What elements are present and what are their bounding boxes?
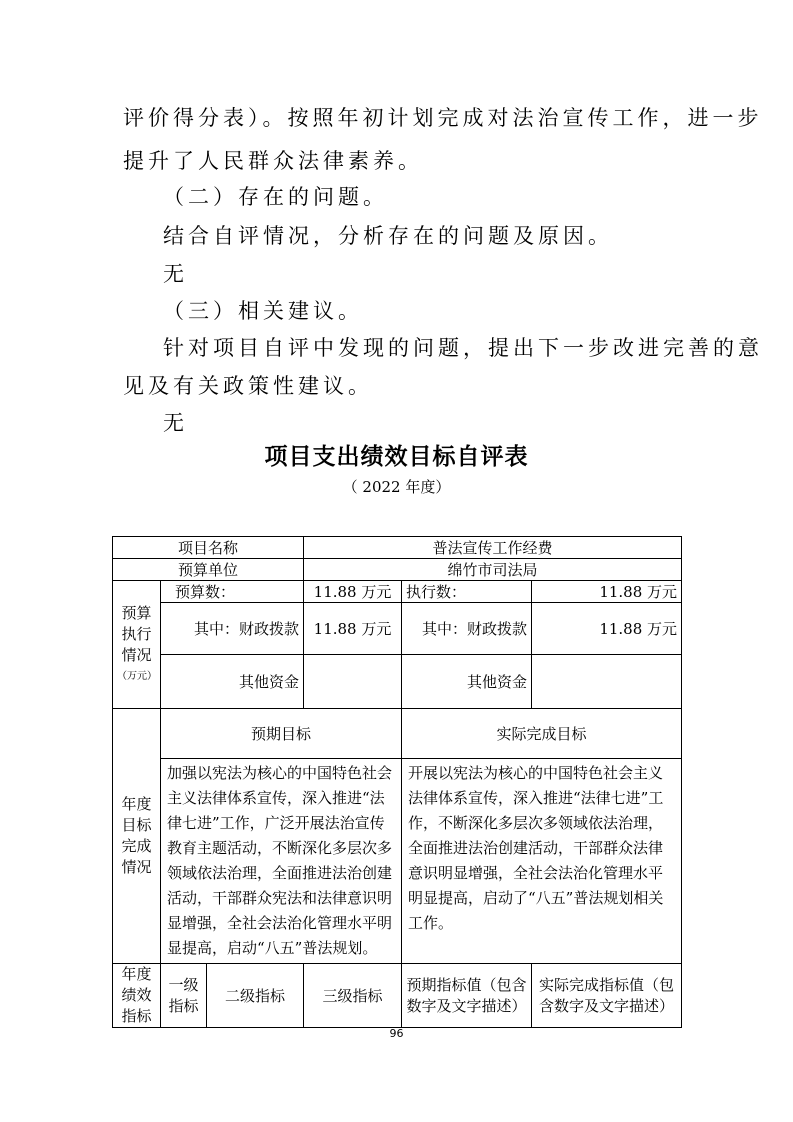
expected-value-header: 预期指标值（包含数字及文字描述） [402,964,532,1028]
actual-goal-text: 开展以宪法为核心的中国特色社会主义法律体系宣传，深入推进“法律七进”工作，不断深化多层次多领域依法治理，全面推进法治创建活动，干部群众法律意识明显增强，全社会法治化管理水平明显提高，启动了“八五”普法规划相关工作。 [402,759,682,964]
table-year: （ 2022 年度） [342,478,451,496]
actual-goal-header: 实际完成目标 [402,709,682,759]
indicator-section-label: 年度绩效指标 [113,964,161,1028]
table-title: 项目支出绩效目标自评表 [264,444,529,470]
suggestions-prompt: 针对项目自评中发现的问题，提出下一步改进完善的意 [163,336,763,360]
other-funds-exec-label: 其他资金 [402,655,532,709]
expected-goal-header: 预期目标 [161,709,402,759]
goal-section-label: 年度目标完成情况 [113,709,161,964]
budget-section-unit: （万元） [117,670,157,682]
fiscal-exec-value: 11.88 万元 [532,603,682,655]
section-heading-suggestions: （三）相关建议。 [163,299,363,323]
table-row [113,537,682,559]
actual-value-header: 实际完成指标值（包含数字及文字描述） [532,964,682,1028]
table-row [113,759,682,964]
level2-indicator-header: 二级指标 [207,964,304,1028]
page-number: 96 [389,1027,404,1040]
table-row [113,603,682,655]
other-funds-label: 其他资金 [161,655,304,709]
self-evaluation-table [112,536,682,1028]
table-row [113,581,682,603]
fiscal-budget-value: 11.88 万元 [304,603,402,655]
level1-indicator-header: 一级指标 [161,964,207,1028]
budget-section-text: 预算执行情况 [121,603,152,664]
table-row [113,964,682,1028]
budget-section-label [113,581,161,709]
suggestions-prompt-end: 见及有关政策性建议。 [123,374,373,398]
section-heading-problems: （二）存在的问题。 [163,185,388,209]
suggestions-answer: 无 [163,411,188,435]
budget-amount-label: 预算数： [161,581,304,603]
fiscal-exec-label: 其中：财政拨款 [402,603,532,655]
project-name-value: 普法宣传工作经费 [304,537,682,559]
executed-value: 11.88 万元 [532,581,682,603]
paragraph-continuation: 评价得分表）。按照年初计划完成对法治宣传工作，进一步 [123,106,763,130]
fiscal-label: 其中：财政拨款 [161,603,304,655]
budget-unit-value: 绵竹市司法局 [304,559,682,581]
expected-goal-text: 加强以宪法为核心的中国特色社会主义法律体系宣传，深入推进“法律七进”工作，广泛开展法治宣传教育主题活动，不断深化多层次多领域依法治理，全面推进法治创建活动，干部群众宪法和法律意识明显增强，全社会法治化管理水平明显提高，启动“八五”普法规划。 [161,759,402,964]
table-row [113,559,682,581]
level3-indicator-header: 三级指标 [304,964,402,1028]
paragraph-continuation-end: 提升了人民群众法律素养。 [123,149,423,173]
other-funds-budget-value [304,655,402,709]
budget-unit-label: 预算单位 [113,559,304,581]
table-row [113,709,682,759]
other-funds-exec-value [532,655,682,709]
problems-prompt: 结合自评情况，分析存在的问题及原因。 [163,224,613,248]
table-row [113,655,682,709]
executed-label: 执行数： [402,581,532,603]
project-name-label: 项目名称 [113,537,304,559]
budget-amount-value: 11.88 万元 [304,581,402,603]
problems-answer: 无 [163,262,188,286]
